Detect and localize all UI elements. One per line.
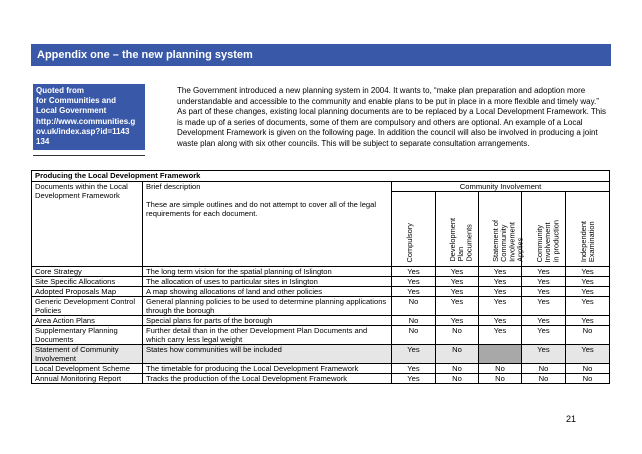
document-name: Local Development Scheme <box>32 364 143 374</box>
yes-no-cell: No <box>392 297 436 316</box>
document-description: Special plans for parts of the borough <box>143 316 392 326</box>
yes-no-cell: No <box>436 326 479 345</box>
yes-no-cell: Yes <box>566 345 610 364</box>
yes-no-cell: No <box>392 326 436 345</box>
document-description: A map showing allocations of land and other policies <box>143 287 392 297</box>
appendix-banner <box>31 44 611 66</box>
rotated-col-header <box>436 192 479 267</box>
rotated-col-header-label: Community Involvement in production <box>534 219 560 262</box>
document-description: Further detail than in the other Development Plan Documents and which carry less legal weight <box>143 326 392 345</box>
table-row <box>32 277 610 287</box>
table-row <box>32 297 610 316</box>
quote-line: Local Government <box>36 106 107 116</box>
quote-line: http://www.communities.g <box>36 116 136 126</box>
document-description: The timetable for producing the Local Development Framework <box>143 364 392 374</box>
ldf-table <box>31 170 610 384</box>
yes-no-cell: No <box>479 364 522 374</box>
rotated-col-header-label: Development Plan Documents <box>448 218 474 262</box>
intro-paragraph: The Government introduced a new planning system in 2004. It wants to, “make plan preparation and adoption more understandable and accessible to the community and enable plans to be put in place in a more flexible and timely way.” As part of these changes, existing local planning documents are to be replaced by a Local Development Framework. This is made up of a series of documents, some of them are compulsory and others are optional. An example of a Local Development Framework is given on the following page. In addition the council will also be involved in producing a joint waste plan along with six other councils. This will be subject to separate consultation arrangements. <box>177 86 606 148</box>
yes-no-cell: No <box>566 326 610 345</box>
document-description: Tracks the production of the Local Development Framework <box>143 374 392 384</box>
rotated-col-header-label: Independent Examination <box>578 220 596 262</box>
table-row <box>32 345 610 364</box>
yes-no-cell: Yes <box>566 316 610 326</box>
quote-line: Quoted from <box>36 86 84 95</box>
rotated-col-header <box>479 192 525 267</box>
yes-no-cell: No <box>479 374 522 384</box>
yes-no-cell: Yes <box>522 326 566 345</box>
rotated-col-header <box>566 192 610 267</box>
yes-no-cell: Yes <box>479 316 522 326</box>
yes-no-cell: Yes <box>566 287 610 297</box>
yes-no-cell: Yes <box>522 277 566 287</box>
col-header-description <box>143 182 392 267</box>
quote-divider <box>33 155 145 156</box>
yes-no-cell: Yes <box>522 287 566 297</box>
document-name: Adopted Proposals Map <box>32 287 143 297</box>
yes-no-cell: Yes <box>392 267 436 277</box>
table-row <box>32 316 610 326</box>
description-header-title: Brief description <box>146 182 201 191</box>
yes-no-cell: Yes <box>522 345 566 364</box>
yes-no-cell: No <box>522 364 566 374</box>
yes-no-cell: No <box>522 374 566 384</box>
document-name: Annual Monitoring Report <box>32 374 143 384</box>
col-header-documents: Documents within the Local Development Framework <box>32 182 143 267</box>
document-name: Supplementary Planning Documents <box>32 326 143 345</box>
rotated-col-header-label: Compulsory <box>404 222 414 262</box>
yes-no-cell: Yes <box>479 267 522 277</box>
table-row <box>32 364 610 374</box>
document-name: Core Strategy <box>32 267 143 277</box>
yes-no-cell: No <box>392 316 436 326</box>
yes-no-cell: Yes <box>436 267 479 277</box>
community-involvement-header: Community Involvement <box>392 182 610 192</box>
rotated-col-header-label: Statement of Community Involvement Applies <box>491 220 525 262</box>
quote-line: for Communities and <box>36 96 117 106</box>
document-description: General planning policies to be used to determine planning applications through the borough <box>143 297 392 316</box>
document-name: Generic Development Control Policies <box>32 297 143 316</box>
yes-no-cell: No <box>436 364 479 374</box>
yes-no-cell: Yes <box>436 287 479 297</box>
yes-no-cell: Yes <box>479 287 522 297</box>
yes-no-cell: No <box>436 374 479 384</box>
yes-no-cell: No <box>566 364 610 374</box>
rotated-col-header <box>522 192 566 267</box>
yes-no-cell: Yes <box>522 316 566 326</box>
document-name: Area Action Plans <box>32 316 143 326</box>
banner-title: Appendix one – the new planning system <box>37 49 253 61</box>
quote-line: 134 <box>36 137 50 147</box>
description-header-note: These are simple outlines and do not attempt to cover all of the legal requirements for each document. <box>146 200 377 218</box>
table-row <box>32 267 610 277</box>
yes-no-cell: Yes <box>436 277 479 287</box>
yes-no-cell: No <box>436 345 479 364</box>
yes-no-cell: Yes <box>436 297 479 316</box>
yes-no-cell: Yes <box>392 345 436 364</box>
yes-no-cell: Yes <box>566 297 610 316</box>
yes-no-cell: No <box>566 374 610 384</box>
yes-no-cell <box>479 345 522 364</box>
document-description: States how communities will be included <box>143 345 392 364</box>
document-description: The allocation of uses to particular sites in Islington <box>143 277 392 287</box>
quote-source-box <box>33 84 145 150</box>
table-title: Producing the Local Development Framework <box>32 171 610 182</box>
page-number: 21 <box>566 414 577 424</box>
document-description: The long term vision for the spatial planning of Islington <box>143 267 392 277</box>
yes-no-cell: Yes <box>479 297 522 316</box>
rotated-col-header <box>392 192 436 267</box>
table-row <box>32 287 610 297</box>
table-row <box>32 374 610 384</box>
document-name: Statement of Community Involvement <box>32 345 143 364</box>
yes-no-cell: Yes <box>392 287 436 297</box>
document-name: Site Specific Allocations <box>32 277 143 287</box>
yes-no-cell: Yes <box>479 326 522 345</box>
quote-line: ov.uk/index.asp?id=1143 <box>36 126 130 136</box>
yes-no-cell: Yes <box>522 267 566 277</box>
yes-no-cell: Yes <box>522 297 566 316</box>
yes-no-cell: Yes <box>566 267 610 277</box>
yes-no-cell: Yes <box>436 316 479 326</box>
yes-no-cell: Yes <box>392 374 436 384</box>
table-row <box>32 326 610 345</box>
yes-no-cell: Yes <box>392 277 436 287</box>
yes-no-cell: Yes <box>392 364 436 374</box>
yes-no-cell: Yes <box>479 277 522 287</box>
yes-no-cell: Yes <box>566 277 610 287</box>
